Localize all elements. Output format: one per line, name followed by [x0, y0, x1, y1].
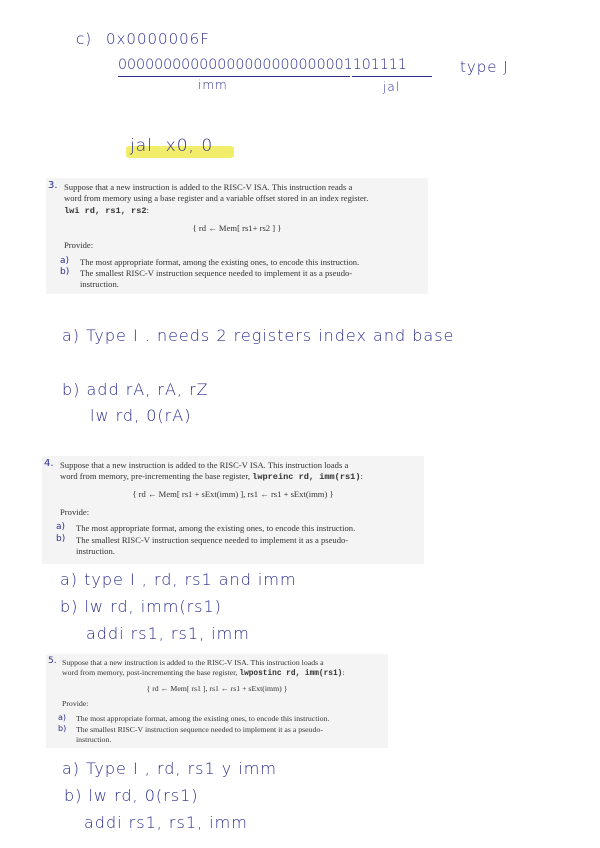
answer-4-a: a) type I , rd, rs1 and imm	[60, 570, 297, 589]
question-4-formula: { rd ← Mem[ rs1 + sExt(imm) ], rs1 ← rs1 + sExt(imm) }	[132, 489, 334, 499]
question-4-a-text: The most appropriate format, among the existing ones, to encode this instruction.	[76, 523, 356, 533]
question-3-syntax-end: :	[146, 205, 149, 215]
question-5-b-text: The smallest RISC-V instruction sequence needed to implement it as a pseudo-	[76, 725, 323, 734]
question-3-line-1: Suppose that a new instruction is added to the RISC-V ISA. This instruction reads a	[64, 182, 353, 192]
question-3-b-text: The smallest RISC-V instruction sequence needed to implement it as a pseudo-	[80, 268, 353, 278]
question-4-line-2	[60, 471, 363, 483]
part-c-binary: 00000000000000000000000001101111	[118, 57, 407, 73]
question-4-line-2-text: word from memory, pre-incrementing the base register,	[60, 471, 251, 481]
part-c-label: c)	[76, 30, 93, 48]
question-3-a-mark: a)	[60, 256, 70, 266]
answer-3-b-1: b) add rA, rA, rZ	[62, 380, 209, 399]
imm-field-label: imm	[198, 78, 228, 92]
answer-4-b-1: b) lw rd, imm(rs1)	[60, 597, 222, 616]
question-4-provide: Provide:	[60, 507, 90, 517]
question-5-line-1: Suppose that a new instruction is added to the RISC-V ISA. This instruction loads a	[62, 658, 324, 667]
question-5-number: 5.	[48, 656, 57, 666]
question-3	[46, 178, 428, 294]
question-4-number: 4.	[44, 458, 54, 469]
question-5	[46, 654, 388, 748]
binary-underline-jal	[352, 76, 432, 77]
question-3-formula: { rd ← Mem[ rs1+ rs2 ] }	[192, 223, 282, 233]
answer-5-a: a) Type I , rd, rs1 y imm	[62, 759, 277, 778]
answer-3-b-2: lw rd, 0(rA)	[90, 406, 192, 425]
question-5-line-2	[62, 668, 345, 680]
question-3-number: 3.	[48, 180, 58, 191]
question-3-provide: Provide:	[64, 240, 94, 250]
answer-5-b-1: b) lw rd, 0(rs1)	[64, 786, 199, 805]
question-3-b-mark: b)	[60, 267, 70, 277]
question-3-syntax-code: lwi rd, rs1, rs2	[64, 206, 147, 216]
jal-field-label: jal	[383, 80, 401, 94]
answer-5-b-2: addi rs1, rs1, imm	[84, 813, 248, 832]
question-4-line-1: Suppose that a new instruction is added to the RISC-V ISA. This instruction loads a	[60, 460, 349, 470]
question-5-a-mark: a)	[58, 713, 67, 722]
question-5-b-mark: b)	[58, 724, 67, 733]
question-5-b-text-2: instruction.	[76, 735, 112, 744]
question-4-b-mark: b)	[56, 534, 66, 544]
question-3-syntax	[64, 205, 149, 217]
question-5-syntax-code: lwpostinc rd, imm(rs1)	[239, 670, 343, 678]
answer-3-a: a) Type I . needs 2 registers index and base	[62, 326, 455, 345]
question-4-b-text-2: instruction.	[76, 546, 115, 556]
question-5-syntax-end: :	[342, 668, 345, 677]
question-4-b-text: The smallest RISC-V instruction sequence needed to implement it as a pseudo-	[76, 535, 349, 545]
instruction-type: type J	[460, 58, 509, 76]
question-4-a-mark: a)	[56, 522, 66, 532]
question-4	[42, 456, 424, 564]
part-c-hex: 0x0000006F	[106, 30, 210, 48]
question-4-syntax-code: lwpreinc rd, imm(rs1)	[252, 472, 361, 482]
question-5-formula: { rd ← Mem[ rs1 ], rs1 ← rs1 + sExt(imm) }	[146, 684, 288, 693]
question-5-a-text: The most appropriate format, among the existing ones, to encode this instruction.	[76, 714, 330, 723]
answer-4-b-2: addi rs1, rs1, imm	[86, 624, 250, 643]
question-3-b-text-2: instruction.	[80, 279, 119, 289]
question-3-line-2: word from memory using a base register and a variable offset stored in an index register.	[64, 193, 369, 203]
part-c-instruction: jal x0, 0	[130, 136, 214, 156]
question-4-syntax-end: :	[360, 471, 363, 481]
question-5-provide: Provide:	[62, 699, 89, 708]
binary-underline-imm	[118, 76, 350, 77]
question-3-a-text: The most appropriate format, among the existing ones, to encode this instruction.	[80, 257, 360, 267]
question-5-line-2-text: word from memory, post-incrementing the base register,	[62, 668, 238, 677]
